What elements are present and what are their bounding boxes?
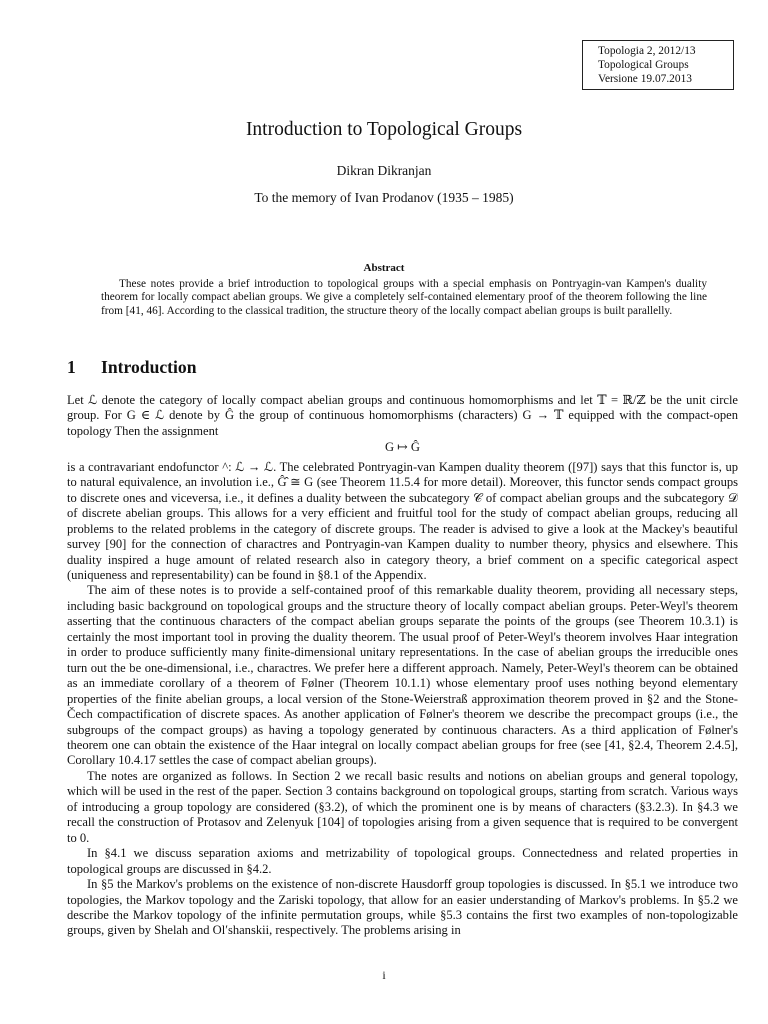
page-number: i [382,968,386,982]
paragraph: In §5 the Markov's problems on the existence of non-discrete Hausdorff group topologies is discussed. In §5.1 we introduce two topologies, the Markov topology and the Zariski topology, that allow for an easier understanding of Markov's problems. In §5.2 we describe the Markov topology of the infinite permutation groups, while §5.3 contains the first two examples of non-topologizable groups, given by Shelah and Ol′shanskii, respectively. The problems arising in [67,877,738,938]
display-formula: G ↦ Ĝ [385,440,420,455]
author-name: Dikran Dikranjan [336,163,432,178]
body-text [67,393,738,939]
paragraph: The aim of these notes is to provide a self-contained proof of this remarkable duality theorem, providing all necessary steps, including basic background on topological groups and the structure theory of locally compact abelian groups. Peter-Weyl's theorem asserting that the continuous characters of the compact abelian groups separate the points of the groups (see Theorem 10.3.1) is certainly the most important tool in proving the duality theorem. The usual proof of Peter-Weyl's theorem involves Haar integration in order to produce sufficiently many finite-dimensional unitary representations. In the case of abelian groups the irreducible ones turn out the be one-dimensional, i.e., charactres. We prefer here a different approach. Namely, Peter-Weyl's theorem can be obtained as an immediate corollary of a theorem of Følner (Theorem 10.1.1) whose elementary proof uses nothing beyond elementary properties of the finite abelian groups, a local version of the Stone-Weierstraß approximation theorem proved in §2 and the Stone-Čech compactification of discrete spaces. As another application of Følner's theorem we describe the precompact groups (i.e., the subgroups of the compact groups) as having a topology generated by continuous characters. As a third application of Følner's theorem one can obtain the existence of the Haar integral on locally compact abelian groups for free (see [41, §2.4, Theorem 2.4.5], Corollary 10.4.17 settles the case of compact abelian groups). [67,583,738,768]
course-info-line: Topological Groups [598,59,689,71]
section-title: Introduction [101,357,197,377]
paragraph: The notes are organized as follows. In Section 2 we recall basic results and notions on abelian groups and general topology, which will be used in the rest of the paper. Section 3 contains background on topological groups, starting from scratch. Various ways of introducing a group topology are considered (§3.2), of which the prominent one is by means of characters (§3.2.3). In §4.3 we recall the construction of Protasov and Zelenyuk [104] of topologies arising from a given sequence that is required to be convergent to 0. [67,768,738,845]
course-info-box [582,40,734,90]
course-info-line: Topologia 2, 2012/13 [598,45,696,57]
section-heading [67,357,197,378]
paragraph: is a contravariant endofunctor ^: ℒ → ℒ. The celebrated Pontryagin-van Kampen duality theorem ([97]) says that this functor is, up to natural equivalence, an involution i.e., Ĝ̂ ≅ G (see Theorem 11.5.4 for more detail). Moreover, this functor sends compact groups to discrete ones and viceversa, i.e., it defines a duality between the subcategory 𝒞 of compact abelian groups and the subcategory 𝒟 of discrete abelian groups. This allows for a very efficient and fruitful tool for the study of compact abelian groups, reducing all problems to the related problems in the category of discrete groups. The reader is advised to give a look at the Mackey's beautiful survey [90] for the connection of charactres and Pontryagin-van Kampen duality to number theory, physics and elsewhere. This duality inspired a huge amount of related research also in category theory, a brief comment on a specific categorical aspect (uniqueness and representability) can be found in §8.1 of the Appendix. [67,459,738,582]
abstract-heading: Abstract [363,262,405,274]
course-info-line: Versione 19.07.2013 [598,73,692,85]
dedication: To the memory of Ivan Prodanov (1935 – 1985) [254,190,514,205]
paragraph: Let ℒ denote the category of locally compact abelian groups and continuous homomorphisms and let 𝕋 = ℝ/ℤ be the unit circle group. For G ∈ ℒ denote by Ĝ the group of continuous homomorphisms (characters) G → 𝕋 equipped with the compact-open topology Then the assignment [67,393,738,438]
section-number: 1 [67,357,76,377]
paper-title: Introduction to Topological Groups [245,119,523,140]
paragraph: In §4.1 we discuss separation axioms and metrizability of topological groups. Connectedness and related properties in topological groups are discussed in §4.2. [67,846,738,876]
abstract-text: These notes provide a brief introduction to topological groups with a special emphasis on Pontryagin-van Kampen's duality theorem for locally compact abelian groups. We give a completely self-contained elementary proof of the theorem following the line from [41, 46]. According to the classical tradition, the structure theory of the locally compact abelian groups is built parallelly. [101,278,707,317]
